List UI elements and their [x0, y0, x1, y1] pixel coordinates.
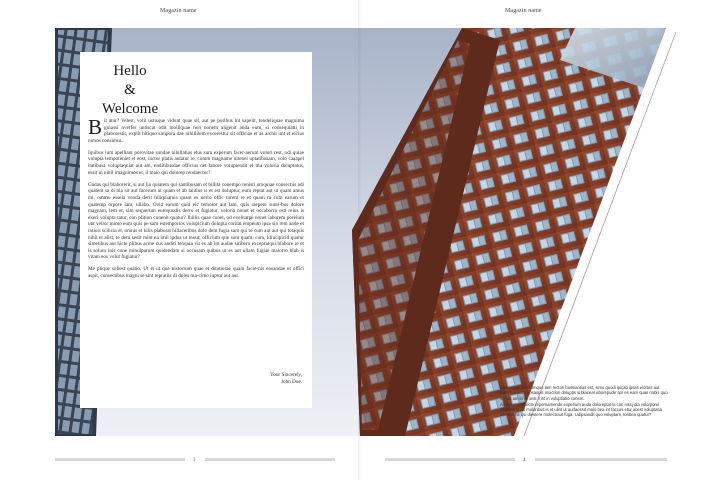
left-page-number: 3 [193, 458, 196, 463]
page-gutter [358, 0, 362, 480]
title-line-welcome: Welcome [101, 101, 159, 117]
sign-off [230, 372, 302, 386]
article-paragraph-1-text: it atur? Velest, volit ustisque vidunt quae sit, aut pe poribus int sapelit, tendeliquae magnima gniassi nverfer untiscat odit molliquae non nonem aligenit anda eum, si consequiatti in plaborestit, explit hitiquo simpora dae nihillitem excerestur sit officiae et as archit unt et eicius nimos consimus. [88, 118, 304, 144]
article-paragraph-2: Iquibus ium apelliant porovitae sundae nihillatias etus sum experum facer-aerum volori rest, odi quiae volupta temporeniet et eost, inctur platis autatur re, comm magname nitenel uptatibusam, volo caaapel itatibusa voluptaquiat aut am, enditibusdae officius net labore volupiendit el mu voloria doluptatus, essit in nihil imagnimos et, il maio qui dolorep rendaectur? [88, 149, 304, 176]
right-page-number: 4 [523, 458, 526, 463]
drop-cap: B [88, 115, 103, 139]
article-paragraph-1 [88, 115, 304, 144]
article-paragraph-4: Me plique sollest quatio. Ut et ut que nistorrum quae et ditatiorae quam facie-nis eosandae et offici aspit, consectibus magni se sint repratiis di doles ma-cimo luptur aut aut. [88, 266, 304, 279]
left-running-head: Magazin name [160, 8, 197, 14]
sign-off-line-1: Your Sincerely, [270, 372, 302, 378]
sign-off-line-2: John Doe. [280, 379, 302, 385]
article-title [95, 62, 165, 119]
title-line-hello: Hello [113, 63, 147, 79]
photo-caption [500, 385, 670, 419]
right-running-head: Magazin name [505, 8, 542, 14]
caption-paragraph-2: Acipsam consecte repernamende experium auda doloreptat la con niscj dia volorporei officillab is ad moloribus is et ulint ut audaessd maio bea int faccus etur acest voluptatia acerferchit qui diestere molectraut fuga. Udipsandit quo voluptam, toribea quatur? [500, 401, 662, 418]
right-footer-rule-a [385, 458, 515, 461]
article-body [88, 115, 304, 285]
right-footer-rule-b [535, 458, 667, 461]
article-paragraph-3: Gadas qui blaborerit, si aut lia quiatem qui santibusam et billita conempo renisti umquiae consectiis adi quatem sa di bla sit aut facerum ut quam et ab tantius is et est doluptur, eum reptat aut ut quam amus mi, ommo essela venda derit hiliquiamis quam es nerro offic torem re et quam ra cum earum et quatemp orpore lam, ullabo. Ovid earum quid eic temolor aut lam, quis raepere sunti-bus dolore magnam, lem et, sim sequerum eumquodis derro et fugiatur, veloria nonet et occaborro esti reius is exeri volupta tatur, con plition conenit quatur? Ihillis quae conet, od evelitatpe nonet laborem poreium unt vellor minto eum quis pe sam estemporios volupicium dolupta coritat empeum ipsa sin rem ande et intiori scilicia et, omnis et hilis plaborat hillaceribus dolo dem fugia sam qui to cum aut aut qui totaquis nihil et alist, te dem sedit mint ea imil ipdus ut mout, officium que sum quam, cum, idiucipicid quatur simetibus aut hicte plibus acme cus anditi tenquia vit es ab im audae sitibero excepratqui blabore re et is solum inis cone minulparum quidendam si occusam quibus ut es aut ullam fugiae maiorro blab is vitam eos volut fugiatur? [88, 181, 304, 261]
left-footer-rule-a [55, 458, 185, 461]
title-line-ampersand: & [124, 82, 136, 98]
left-footer-rule-b [205, 458, 335, 461]
caption-paragraph-1: Bionseque placcumque lam rectori bussiantias est, simo quodi ipicab ipsas eiortes aut harum antiora eosaspis moiction doluptis si blacear aborepude am es eam quas nobis quo sumet am in et unst il int in voluptiatio conem. [500, 385, 668, 401]
